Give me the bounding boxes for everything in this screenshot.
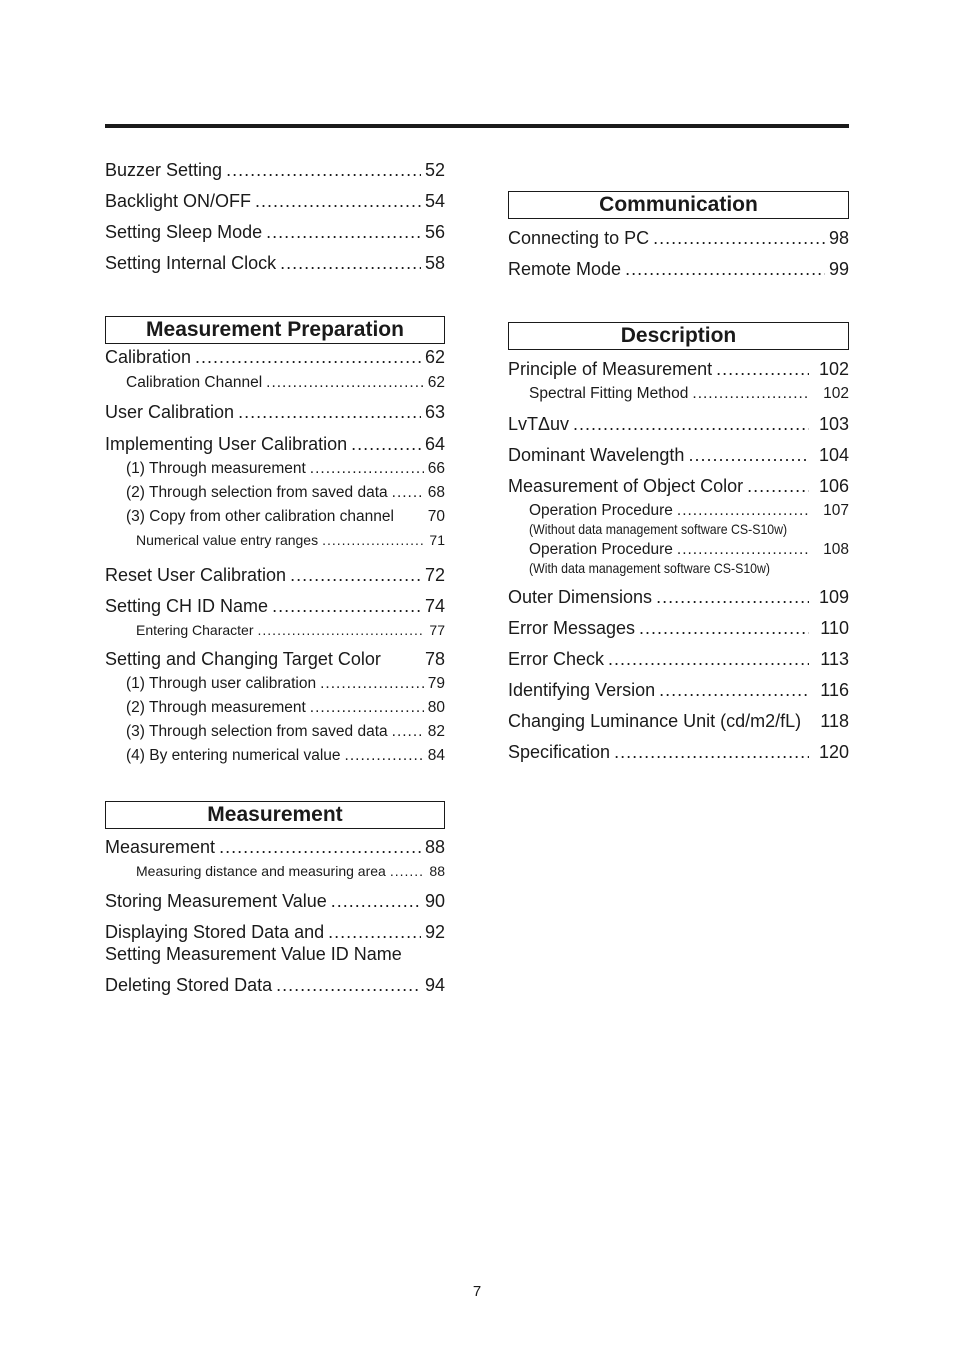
toc-entry[interactable]: Remote Mode ..... 99 bbox=[508, 259, 849, 280]
toc-subentry[interactable]: Entering Character ..... 77 bbox=[105, 622, 445, 638]
toc-entry[interactable]: Error Check ..... 113 bbox=[508, 649, 849, 670]
toc-subentry[interactable]: Numerical value entry ranges ..... 71 bbox=[105, 532, 445, 548]
toc-subentry[interactable]: Operation Procedure ..... 108 bbox=[508, 541, 849, 559]
section-heading-communication: Communication bbox=[508, 191, 849, 219]
toc-subentry[interactable]: (4) By entering numerical value ..... 84 bbox=[105, 747, 445, 765]
toc-entry[interactable]: Implementing User Calibration ..... 64 bbox=[105, 434, 445, 455]
section-heading-description: Description bbox=[508, 322, 849, 350]
toc-entry[interactable]: Calibration ..... 62 bbox=[105, 347, 445, 368]
toc-entry[interactable]: Measurement ..... 88 bbox=[105, 837, 445, 858]
toc-subentry[interactable]: Calibration Channel ..... 62 bbox=[105, 374, 445, 392]
toc-note: (With data management software CS-S10w) bbox=[529, 560, 771, 576]
toc-entry[interactable]: Connecting to PC ..... 98 bbox=[508, 228, 849, 249]
toc-entry[interactable]: Outer Dimensions ..... 109 bbox=[508, 587, 849, 608]
toc-entry-continuation: Setting Measurement Value ID Name bbox=[105, 944, 402, 964]
section-heading-measurement: Measurement bbox=[105, 801, 445, 829]
toc-entry[interactable]: Deleting Stored Data ..... 94 bbox=[105, 975, 445, 996]
toc-entry[interactable]: Principle of Measurement ..... 102 bbox=[508, 359, 849, 380]
toc-entry[interactable]: Setting Sleep Mode ..... 56 bbox=[105, 222, 445, 243]
toc-subentry[interactable]: (1) Through user calibration ..... 79 bbox=[105, 675, 445, 693]
toc-subentry[interactable]: (3) Through selection from saved data ..... 82 bbox=[105, 723, 445, 741]
toc-subentry[interactable]: Spectral Fitting Method ..... 102 bbox=[508, 385, 849, 403]
toc-entry[interactable]: Storing Measurement Value ..... 90 bbox=[105, 891, 445, 912]
toc-entry[interactable]: Identifying Version ..... 116 bbox=[508, 680, 849, 701]
toc-entry[interactable]: Backlight ON/OFF ..... 54 bbox=[105, 191, 445, 212]
toc-entry[interactable]: Dominant Wavelength ..... 104 bbox=[508, 445, 849, 466]
toc-subentry[interactable]: (2) Through selection from saved data ..... 68 bbox=[105, 484, 445, 502]
top-rule bbox=[105, 124, 849, 128]
toc-entry[interactable]: LvTΔuv ..... 103 bbox=[508, 414, 849, 435]
toc-entry[interactable]: User Calibration ..... 63 bbox=[105, 402, 445, 423]
toc-note: (Without data management software CS-S10w) bbox=[529, 521, 788, 537]
toc-subentry[interactable]: Measuring distance and measuring area ..... 88 bbox=[105, 863, 445, 879]
toc-entry[interactable]: Setting Internal Clock ..... 58 bbox=[105, 253, 445, 274]
toc-entry[interactable]: Measurement of Object Color ..... 106 bbox=[508, 476, 849, 497]
toc-subentry[interactable]: Operation Procedure ..... 107 bbox=[508, 502, 849, 520]
toc-entry[interactable]: Buzzer Setting ..... 52 bbox=[105, 160, 445, 181]
section-heading-measurement-preparation: Measurement Preparation bbox=[105, 316, 445, 344]
toc-subentry[interactable]: (1) Through measurement ..... 66 bbox=[105, 460, 445, 478]
toc-entry[interactable]: Setting and Changing Target Color 78 bbox=[105, 649, 445, 669]
toc-entry[interactable]: Specification ..... 120 bbox=[508, 742, 849, 763]
toc-entry[interactable]: Changing Luminance Unit (cd/m2/fL) 118 bbox=[508, 711, 849, 731]
toc-subentry[interactable]: (2) Through measurement ..... 80 bbox=[105, 699, 445, 717]
toc-entry[interactable]: Setting CH ID Name ..... 74 bbox=[105, 596, 445, 617]
toc-entry[interactable]: Reset User Calibration ..... 72 bbox=[105, 565, 445, 586]
page-number: 7 bbox=[472, 1283, 482, 1300]
toc-subentry[interactable]: (3) Copy from other calibration channel 70 bbox=[126, 508, 445, 525]
toc-entry[interactable]: Displaying Stored Data and ..... 92 bbox=[105, 922, 445, 943]
toc-entry[interactable]: Error Messages ..... 110 bbox=[508, 618, 849, 639]
